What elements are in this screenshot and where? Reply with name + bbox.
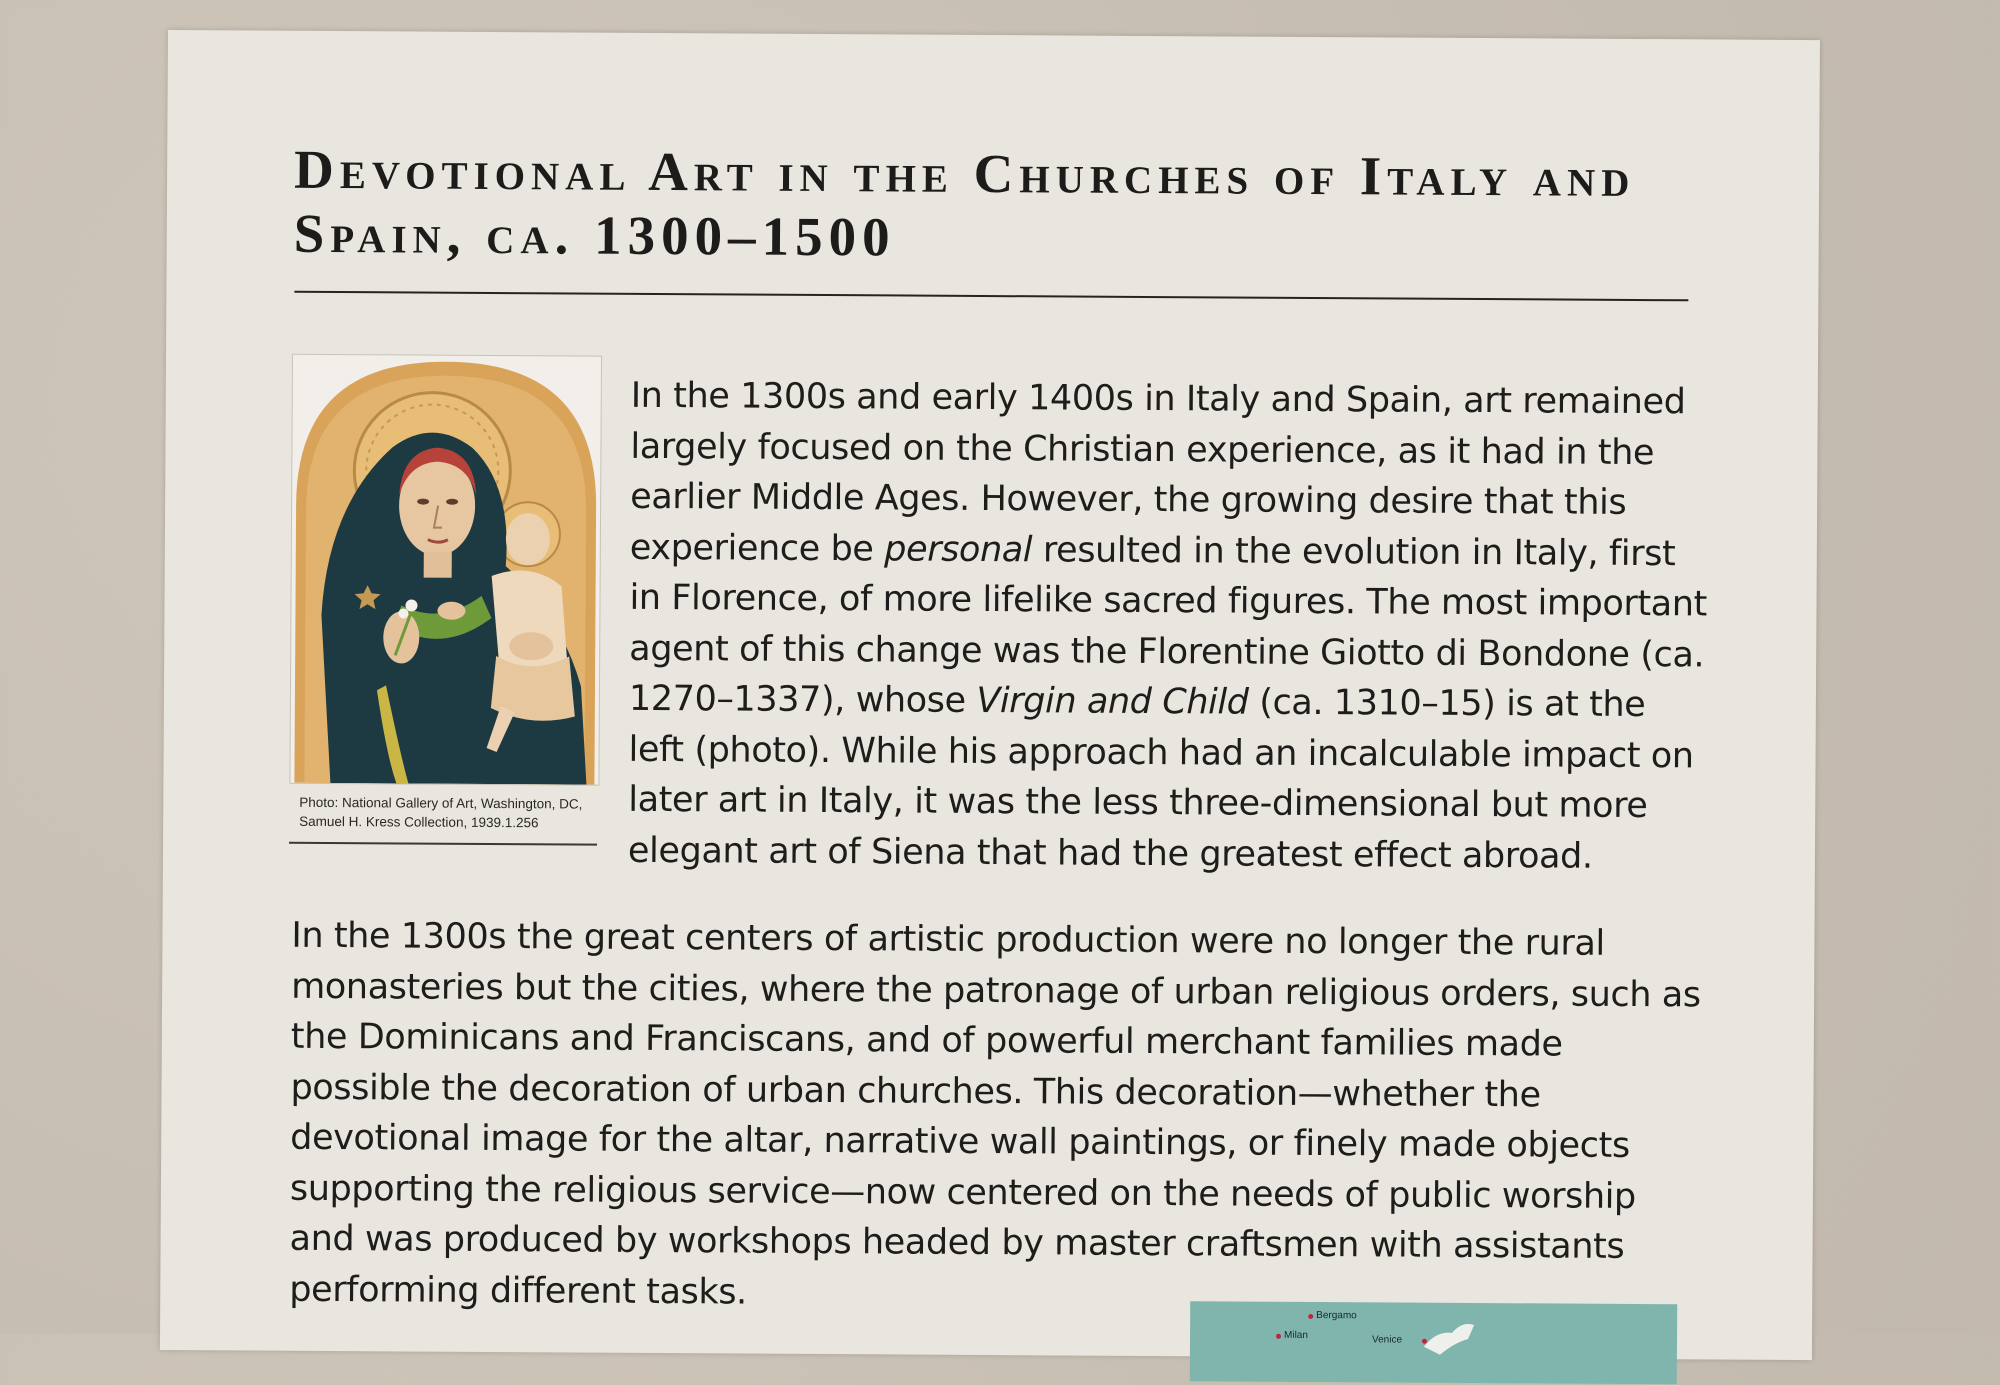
intro-text-part-3: (ca. 1310–15) is at the left (photo). While his approach had an incalculable impact on later art in Italy, it was the less three-dimensional but more elegant art of Siena that had the greatest effect abroad. (627, 682, 1694, 877)
intro-emphasis-artwork-title: Virgin and Child (976, 680, 1249, 723)
map-label-milan: Milan (1284, 1329, 1308, 1341)
map-label-bergamo: Bergamo (1316, 1310, 1357, 1322)
region-map (1190, 1301, 1677, 1384)
photo-caption: Photo: National Gallery of Art, Washington, DC, Samuel H. Kress Collection, 1939.1.256 (299, 794, 583, 831)
virgin-and-child-photo (289, 354, 602, 786)
intro-text-part-2: resulted in the evolution in Italy, first in Florence, of more lifelike sacred figures. The most important agent of this change was the Florentine Giotto di Bondone (ca. 1270–1337), whose (628, 529, 1708, 721)
intro-emphasis-personal: personal (884, 528, 1033, 570)
exhibit-panel (160, 30, 1820, 1360)
map-land-shape (1418, 1317, 1478, 1357)
map-dot-bergamo (1308, 1314, 1313, 1319)
panel-title: Devotional Art in the Churches of Italy and Spain, ca. 1300–1500 (293, 138, 1636, 268)
caption-divider (289, 842, 597, 846)
intro-text-part-1: In the 1300s and early 1400s in Italy and Spain, art remained largely focused on the Christian experience, as it had in the earlier Middle Ages. However, the growing desire that this experience be (629, 375, 1686, 569)
map-label-venice: Venice (1371, 1334, 1403, 1346)
title-divider (294, 291, 1688, 302)
intro-paragraph (628, 371, 1711, 883)
virgin-and-child-painting-image (290, 355, 601, 785)
body-paragraph: In the 1300s the great centers of artistic production were no longer the rural monasteries but the cities, where the patronage of urban religious orders, such as the Dominicans and Franciscans, and of powerful merchant families made possible the decoration of urban churches. This decoration—whether the devotional image for the altar, narrative wall paintings, or finely made objects supporting the religious service—now centered on the needs of public worship and was produced by workshops headed by master craftsmen with assistants performing different tasks. (289, 915, 1701, 1313)
map-dot-milan (1276, 1334, 1281, 1339)
